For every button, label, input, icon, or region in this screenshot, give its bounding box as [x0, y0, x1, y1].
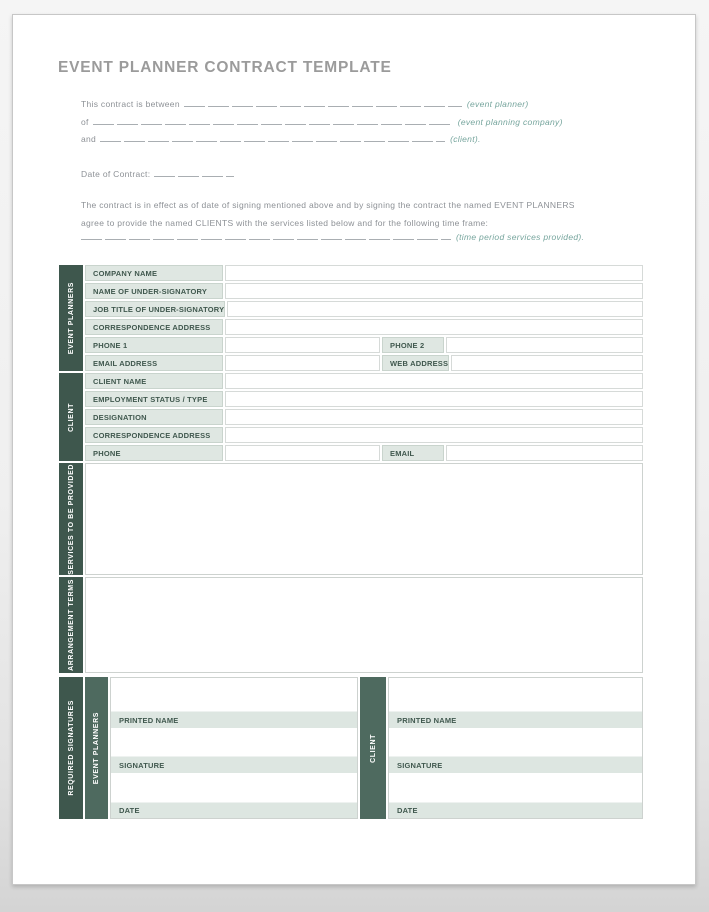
input-phone-1[interactable] [225, 337, 380, 353]
contract-parties-line-1 [81, 99, 641, 117]
input-client-phone[interactable] [225, 445, 380, 461]
table-row [85, 355, 643, 371]
section-bar-arrangement-terms-label: ARRANGEMENT TERMS [67, 579, 75, 671]
field-label-company-name: COMPANY NAME [85, 265, 223, 281]
input-web-address[interactable] [451, 355, 643, 371]
field-label-email-address: EMAIL ADDRESS [85, 355, 223, 371]
field-label-client-email: EMAIL [382, 445, 444, 461]
event-planners-rows [85, 265, 643, 371]
field-label-job-title-of-under-signatory: JOB TITLE OF UNDER-SIGNATORY [85, 301, 225, 317]
contract-terms-paragraph [81, 197, 641, 250]
date-label: Date of Contract: [81, 169, 151, 179]
field-label-web-address: WEB ADDRESS [382, 355, 449, 371]
section-bar-client-label: CLIENT [67, 402, 75, 432]
table-row [85, 301, 643, 317]
signature-bar-client-label: CLIENT [369, 733, 377, 763]
line3-label: and [81, 134, 97, 144]
input-client-name[interactable] [225, 373, 643, 389]
contract-parties-line-3 [81, 134, 641, 152]
input-phone-2[interactable] [446, 337, 643, 353]
signature-bar-event-planners-label: EVENT PLANNERS [93, 711, 100, 785]
input-designation[interactable] [225, 409, 643, 425]
table-row [85, 445, 643, 461]
section-bar-arrangement-terms [59, 577, 83, 673]
input-company-name[interactable] [225, 265, 643, 281]
timeframe-line [81, 232, 641, 250]
section-event-planners [59, 265, 643, 371]
section-services-to-be-provided [59, 463, 643, 575]
signature-bar-client [360, 677, 386, 819]
intro-block [81, 99, 641, 152]
table-row [85, 319, 643, 335]
input-client-correspondence-address[interactable] [225, 427, 643, 443]
client-signature-label: SIGNATURE [389, 756, 642, 773]
input-job-title-of-under-signatory[interactable] [227, 301, 643, 317]
ep-printed-name-label: PRINTED NAME [111, 711, 357, 728]
input-correspondence-address[interactable] [225, 319, 643, 335]
section-required-signatures [59, 677, 643, 819]
line1-annotation: (event planner) [466, 99, 529, 109]
client-date-space[interactable] [389, 773, 642, 802]
table-row [85, 265, 643, 281]
field-label-client-phone: PHONE [85, 445, 223, 461]
signature-bar-event-planners [85, 677, 108, 819]
input-name-of-under-signatory[interactable] [225, 283, 643, 299]
input-employment-status-type[interactable] [225, 391, 643, 407]
contract-parties-line-2 [81, 117, 641, 135]
client-date-label: DATE [389, 802, 642, 818]
table-row [85, 283, 643, 299]
section-bar-required-signatures-label: REQUIRED SIGNATURES [67, 700, 75, 796]
line2-label: of [81, 116, 89, 127]
date-of-contract-line [81, 169, 641, 187]
field-label-phone-1: PHONE 1 [85, 337, 223, 353]
section-bar-services [59, 463, 83, 575]
contract-form-tables [59, 265, 643, 821]
input-client-email[interactable] [446, 445, 643, 461]
client-rows [85, 373, 643, 461]
document-page [12, 14, 696, 885]
table-row [85, 409, 643, 425]
client-printed-name-space[interactable] [389, 678, 642, 711]
arrangement-terms-text-area[interactable] [85, 577, 643, 673]
paragraph-line-2: agree to provide the named CLIENTS with the services listed below and for the following time frame: [81, 217, 489, 228]
event-planners-signature-column [110, 677, 358, 819]
section-bar-required-signatures [59, 677, 83, 819]
line2-annotation: (event planning company) [457, 116, 563, 127]
client-printed-name-label: PRINTED NAME [389, 711, 642, 728]
time-frame-blank[interactable] [81, 238, 451, 240]
section-bar-event-planners [59, 265, 83, 371]
client-signature-column [388, 677, 643, 819]
line1-label: This contract is between [81, 99, 180, 109]
client-name-blank[interactable] [100, 140, 445, 142]
section-arrangement-terms [59, 577, 643, 673]
field-label-employment-status-type: EMPLOYMENT STATUS / TYPE [85, 391, 223, 407]
field-label-correspondence-address: CORRESPONDENCE ADDRESS [85, 319, 223, 335]
page-title: EVENT PLANNER CONTRACT TEMPLATE [58, 59, 392, 76]
section-client [59, 373, 643, 461]
section-bar-client [59, 373, 83, 461]
ep-printed-name-space[interactable] [111, 678, 357, 711]
event-planner-blank[interactable] [184, 105, 462, 107]
services-text-area[interactable] [85, 463, 643, 575]
client-signature-space[interactable] [389, 728, 642, 756]
line3-annotation: (client). [450, 134, 481, 144]
contract-date-blank[interactable] [154, 175, 234, 177]
field-label-phone-2: PHONE 2 [382, 337, 444, 353]
field-label-client-correspondence-address: CORRESPONDENCE ADDRESS [85, 427, 223, 443]
event-planning-company-blank[interactable] [93, 123, 453, 125]
field-label-client-name: CLIENT NAME [85, 373, 223, 389]
ep-date-space[interactable] [111, 773, 357, 802]
table-row [85, 337, 643, 353]
table-row [85, 391, 643, 407]
field-label-name-of-under-signatory: NAME OF UNDER-SIGNATORY [85, 283, 223, 299]
table-row [85, 427, 643, 443]
section-bar-services-label: SERVICES TO BE PROVIDED [67, 463, 75, 575]
paragraph-line-1: The contract is in effect as of date of signing mentioned above and by signing the contract the named EVENT PLANNERS [81, 200, 575, 210]
input-email-address[interactable] [225, 355, 380, 371]
ep-signature-space[interactable] [111, 728, 357, 756]
field-label-designation: DESIGNATION [85, 409, 223, 425]
ep-signature-label: SIGNATURE [111, 756, 357, 773]
timeframe-annotation: (time period services provided). [456, 232, 585, 242]
table-row [85, 373, 643, 389]
section-bar-event-planners-label: EVENT PLANNERS [67, 281, 75, 355]
ep-date-label: DATE [111, 802, 357, 818]
